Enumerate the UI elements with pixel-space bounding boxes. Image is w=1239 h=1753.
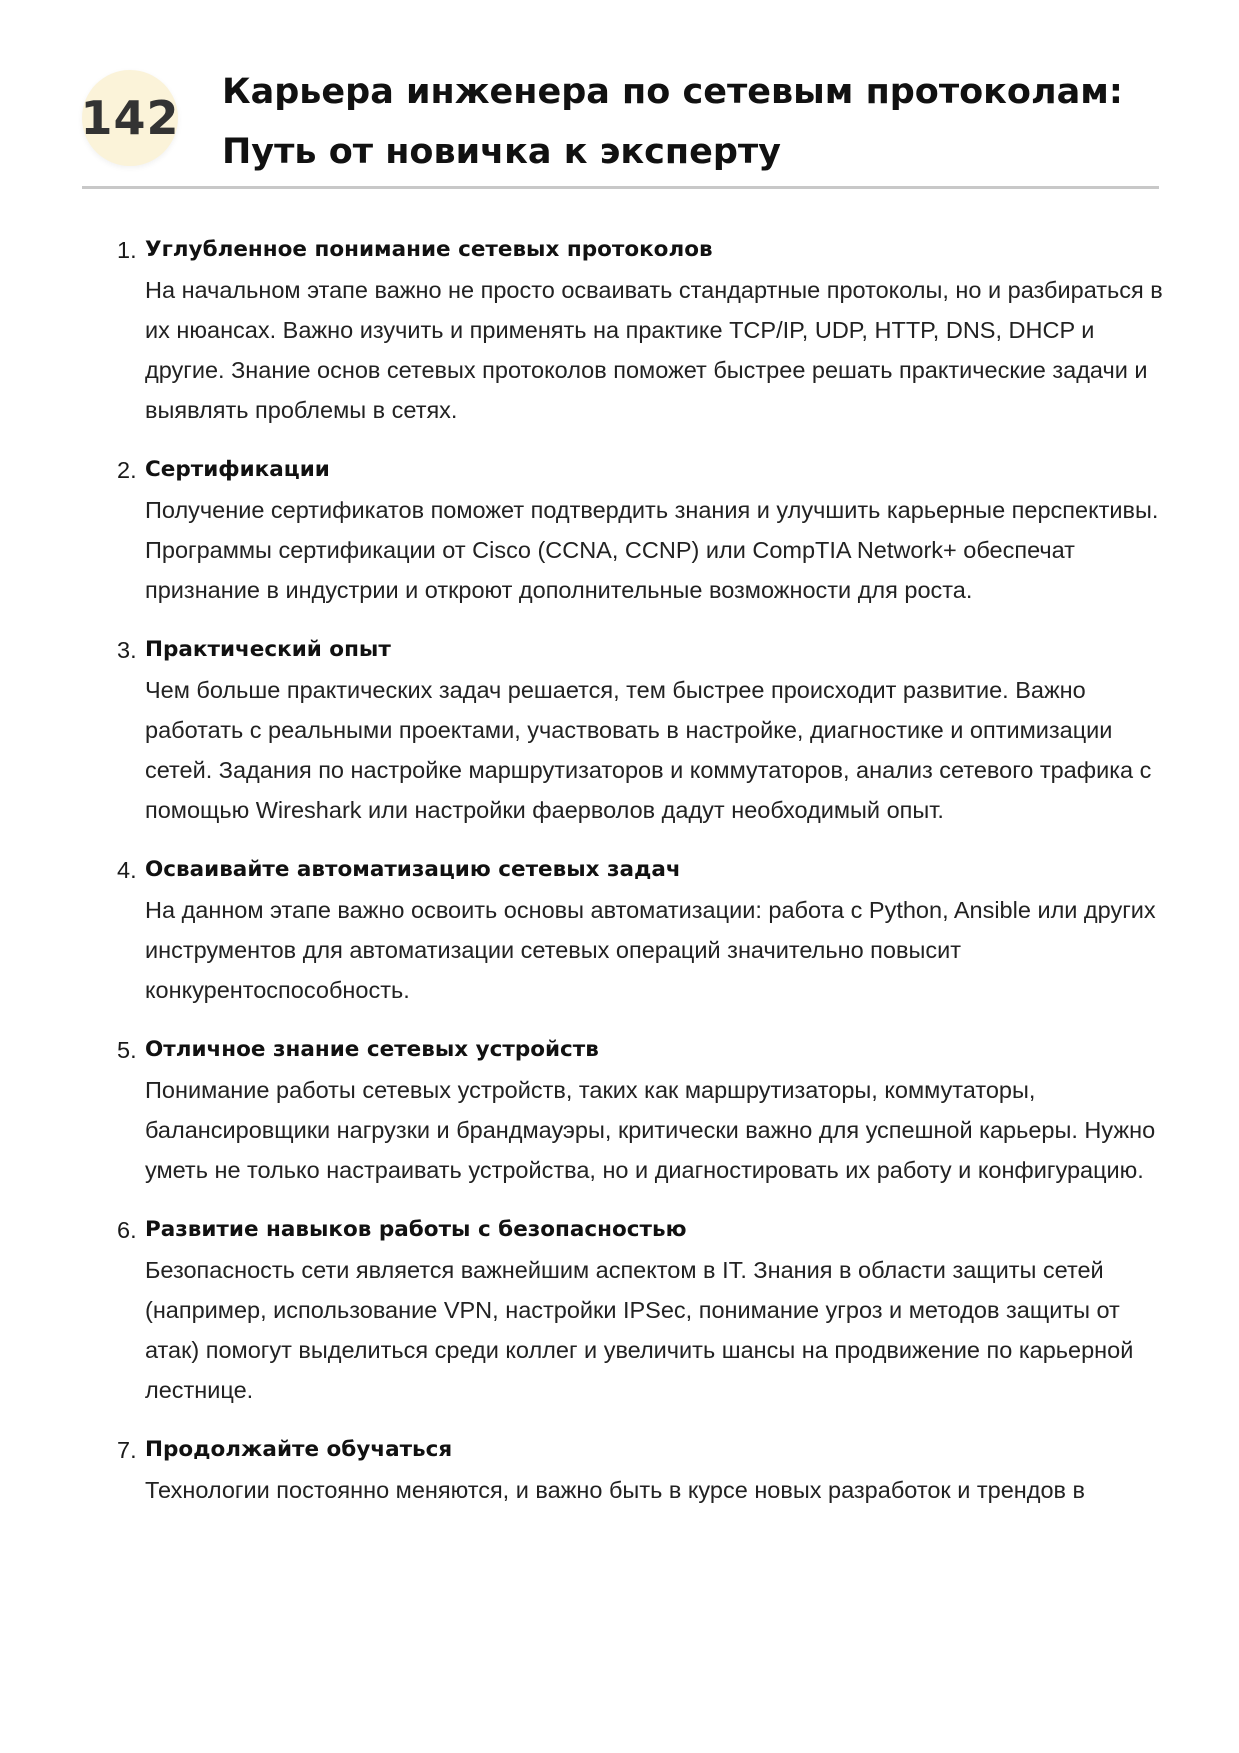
list-item-body: Чем больше практических задач решается, тем быстрее происходит развитие. Важно работать с реальными проектами, участвовать в настройке, диагностике и оптимизации сетей. Задания по настройке маршрутизаторов и коммутаторов, анализ сетевого трафика с помощью Wireshark или настройки фаерволов дадут необходимый опыт. (145, 677, 1152, 823)
page-header (82, 62, 1159, 189)
page-number-badge: 142 (82, 70, 178, 166)
list-item-body: Получение сертификатов поможет подтвердить знания и улучшить карьерные перспективы. Программы сертификации от Cisco (CCNA, CCNP) или CompTIA Network+ обеспечат признание в индустрии и откроют дополнительные возможности для роста. (145, 497, 1159, 603)
list-item-body: Технологии постоянно меняются, и важно быть в курсе новых разработок и трендов в (145, 1477, 1086, 1503)
list-item (117, 450, 1167, 610)
list-item-number: 1. (117, 237, 137, 263)
list-item-heading: Отличное знание сетевых устройств (145, 1037, 599, 1062)
list-item-heading: Осваивайте автоматизацию сетевых задач (145, 857, 681, 882)
page-title: Карьера инженера по сетевым протоколам: Путь от новичка к эксперту (222, 72, 1123, 172)
list-item-body: На начальном этапе важно не просто осваивать стандартные протоколы, но и разбираться в их нюансах. Важно изучить и применять на практике TCP/IP, UDP, HTTP, DNS, DHCP и другие. Знание основ сетевых протоколов поможет быстрее решать практические задачи и выявлять проблемы в сетях. (145, 277, 1163, 423)
list-item (117, 1030, 1167, 1190)
list-item-number: 4. (117, 857, 137, 883)
list-item-heading: Углубленное понимание сетевых протоколов (145, 237, 713, 262)
list-item-body: На данном этапе важно освоить основы автоматизации: работа с Python, Ansible или других инструментов для автоматизации сетевых операций значительно повысит конкурентоспособность. (145, 897, 1156, 1003)
numbered-list (117, 230, 1167, 1530)
list-item-heading: Развитие навыков работы с безопасностью (145, 1217, 687, 1242)
list-item-body: Безопасность сети является важнейшим аспектом в IT. Знания в области защиты сетей (например, использование VPN, настройки IPSec, понимание угроз и методов защиты от атак) помогут выделиться среди коллег и увеличить шансы на продвижение по карьерной лестнице. (145, 1257, 1134, 1403)
list-item-number: 7. (117, 1437, 137, 1463)
list-item-heading: Продолжайте обучаться (145, 1437, 453, 1462)
list-item (117, 850, 1167, 1010)
list-item-body: Понимание работы сетевых устройств, таких как маршрутизаторы, коммутаторы, балансировщики нагрузки и брандмауэры, критически важно для успешной карьеры. Нужно уметь не только настраивать устройства, но и диагностировать их работу и конфигурацию. (145, 1077, 1156, 1183)
list-item (117, 630, 1167, 830)
list-item-heading: Практический опыт (145, 637, 391, 662)
list-item (117, 230, 1167, 430)
list-item-heading: Сертификации (145, 457, 330, 482)
list-item (117, 1430, 1167, 1510)
list-item-number: 2. (117, 457, 137, 483)
list-item-number: 3. (117, 637, 137, 663)
list-item-number: 6. (117, 1217, 137, 1243)
list-item-number: 5. (117, 1037, 137, 1063)
list-item (117, 1210, 1167, 1410)
